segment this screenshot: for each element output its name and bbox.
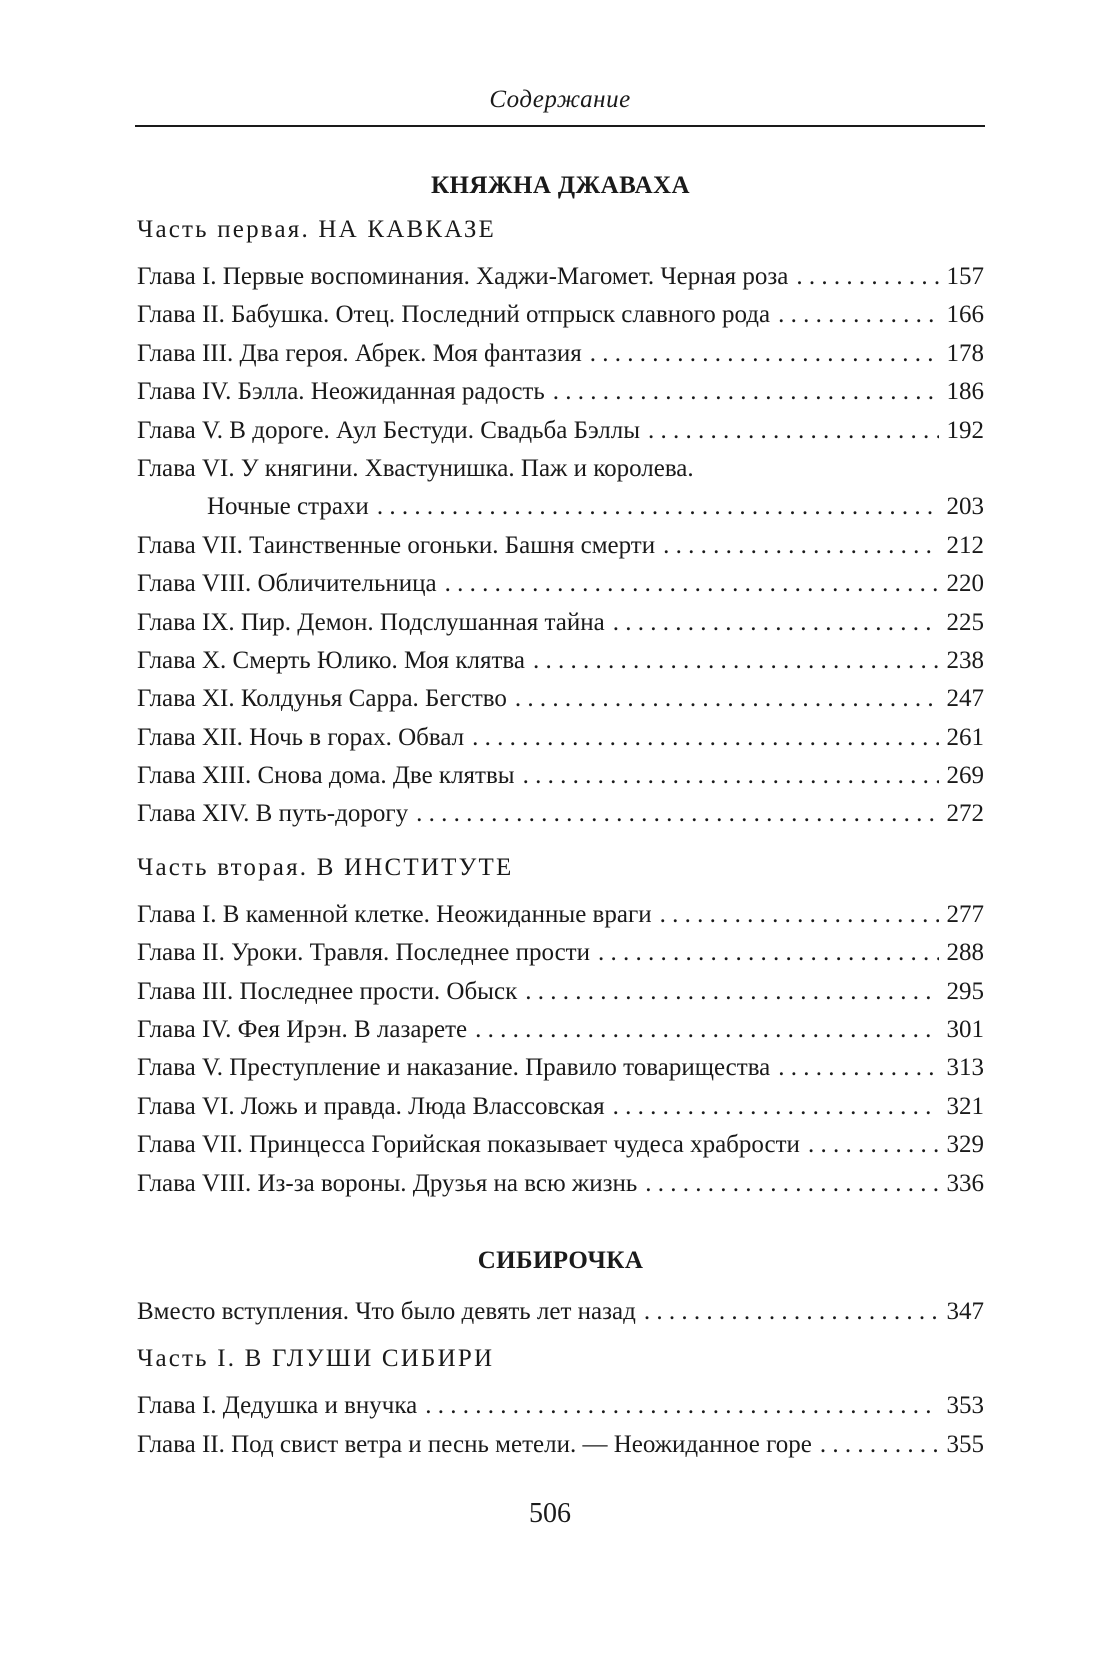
page-number: 329 <box>946 1131 984 1159</box>
page-number: 355 <box>946 1430 984 1458</box>
toc-entry[interactable] <box>137 934 984 972</box>
book-title: СИБИРОЧКА <box>477 1247 644 1274</box>
page-number: 238 <box>946 646 984 674</box>
page-number: 347 <box>946 1298 984 1325</box>
dot-leader <box>820 1426 939 1464</box>
entry-title: Глава VIII. Из-за вороны. Друзья на всю жизнь <box>137 1169 638 1197</box>
entry-title: Глава II. Уроки. Травля. Последнее прости <box>137 939 590 967</box>
entry-title-continuation: Ночные страхи <box>207 493 369 521</box>
entry-title: Глава XI. Колдунья Сарра. Бегство <box>137 685 507 713</box>
page-number: 220 <box>946 570 984 598</box>
toc-entry[interactable] <box>137 680 984 718</box>
page-number: 288 <box>946 939 984 967</box>
part-title: Часть I. В ГЛУШИ СИБИРИ <box>137 1345 495 1373</box>
page-number: 192 <box>946 416 984 444</box>
dot-leader <box>475 1011 938 1049</box>
page-number: 301 <box>946 1016 984 1044</box>
dot-leader <box>590 335 939 373</box>
dot-leader <box>796 258 938 296</box>
page-number: 212 <box>946 531 984 559</box>
dot-leader <box>472 719 938 757</box>
toc-entry[interactable] <box>137 1049 984 1087</box>
dot-leader <box>644 1293 939 1331</box>
page-number: 336 <box>946 1169 984 1197</box>
dot-leader <box>533 642 939 680</box>
toc-entry[interactable] <box>137 1293 984 1331</box>
book-title: КНЯЖНА ДЖАВАХА <box>431 172 690 199</box>
toc-entry[interactable] <box>137 1426 984 1464</box>
page-number: 261 <box>946 723 984 751</box>
dot-leader <box>778 1049 938 1087</box>
entry-title: Глава IX. Пир. Демон. Подслушанная тайна <box>137 608 605 636</box>
page-number: 313 <box>946 1054 984 1082</box>
dot-leader <box>553 373 939 411</box>
entry-title: Глава VIII. Обличительница <box>137 570 437 598</box>
page-number: 353 <box>946 1392 984 1420</box>
entry-title: Глава I. Первые воспоминания. Хаджи-Магомет. Черная роза <box>137 263 789 290</box>
entry-title: Глава I. В каменной клетке. Неожиданные враги <box>137 900 652 928</box>
table-of-contents <box>137 162 984 1464</box>
toc-entry[interactable] <box>137 757 984 795</box>
page-number: 225 <box>946 608 984 636</box>
toc-entry[interactable] <box>137 1165 984 1203</box>
dot-leader <box>425 1387 938 1425</box>
entry-title: Глава X. Смерть Юлико. Моя клятва <box>137 646 525 674</box>
toc-entry[interactable] <box>137 1126 984 1164</box>
entry-title: Глава II. Под свист ветра и песнь метели. — Неожиданное горе <box>137 1430 812 1458</box>
toc-entry[interactable] <box>137 373 984 411</box>
entry-title: Глава XIV. В путь-дорогу <box>137 800 409 828</box>
page-number-footer: 506 <box>529 1498 571 1529</box>
toc-entry[interactable] <box>137 412 984 450</box>
dot-leader <box>377 488 939 526</box>
page-number: 178 <box>946 339 984 367</box>
dot-leader <box>525 973 938 1011</box>
part-title: Часть вторая. В ИНСТИТУТЕ <box>137 853 514 881</box>
entry-title: Глава V. Преступление и наказание. Правило товарищества <box>137 1054 771 1082</box>
toc-entry[interactable] <box>137 565 984 603</box>
entry-title: Глава V. В дороге. Аул Бестуди. Свадьба Бэллы <box>137 416 641 444</box>
entry-title: Глава IV. Фея Ирэн. В лазарете <box>137 1016 468 1044</box>
entry-title: Глава III. Два героя. Абрек. Моя фантазия <box>137 339 582 367</box>
toc-entry[interactable] <box>137 258 984 296</box>
toc-entry[interactable] <box>137 527 984 565</box>
entry-title: Глава XII. Ночь в горах. Обвал <box>137 723 465 751</box>
page-number: 186 <box>946 378 984 406</box>
entry-title: Глава VI. У княгини. Хвастунишка. Паж и королева. <box>137 454 694 482</box>
dot-leader <box>648 412 938 450</box>
dot-leader <box>660 896 939 934</box>
toc-entry[interactable] <box>137 604 984 642</box>
dot-leader <box>645 1165 938 1203</box>
page-number: 157 <box>946 263 984 290</box>
page-number: 321 <box>946 1092 984 1120</box>
entry-title: Глава VII. Таинственные огоньки. Башня смерти <box>137 531 656 559</box>
entry-title: Глава XIII. Снова дома. Две клятвы <box>137 762 515 790</box>
entry-title: Вместо вступления. Что было девять лет назад <box>137 1298 636 1325</box>
toc-entry[interactable] <box>137 719 984 757</box>
dot-leader <box>445 565 939 603</box>
dot-leader <box>613 604 939 642</box>
part-title: Часть первая. НА КАВКАЗЕ <box>137 216 497 243</box>
dot-leader <box>778 296 938 334</box>
dot-leader <box>523 757 939 795</box>
dot-leader <box>598 934 939 972</box>
running-head: Содержание <box>489 86 631 113</box>
page-number: 277 <box>946 900 984 928</box>
toc-entry[interactable] <box>137 896 984 934</box>
toc-entry[interactable] <box>137 1387 984 1425</box>
dot-leader <box>416 795 938 833</box>
entry-title: Глава II. Бабушка. Отец. Последний отпрыск славного рода <box>137 301 771 329</box>
dot-leader <box>613 1088 939 1126</box>
page-number: 203 <box>946 493 984 521</box>
entry-title: Глава I. Дедушка и внучка <box>137 1392 418 1420</box>
toc-entry[interactable] <box>137 296 984 334</box>
toc-entry[interactable] <box>137 450 984 527</box>
toc-entry[interactable] <box>137 1011 984 1049</box>
page-number: 269 <box>946 762 984 790</box>
toc-entry[interactable] <box>137 1088 984 1126</box>
dot-leader <box>808 1126 939 1164</box>
page-number: 247 <box>946 685 984 713</box>
toc-entry[interactable] <box>137 795 984 833</box>
toc-entry[interactable] <box>137 973 984 1011</box>
entry-title: Глава III. Последнее прости. Обыск <box>137 977 518 1005</box>
page-number: 272 <box>946 800 984 828</box>
dot-leader <box>515 680 939 718</box>
header-rule <box>135 125 985 127</box>
dot-leader <box>663 527 938 565</box>
entry-title: Глава VI. Ложь и правда. Люда Влассовская <box>137 1092 605 1120</box>
page-number: 295 <box>946 977 984 1005</box>
entry-title: Глава VII. Принцесса Горийская показывает чудеса храбрости <box>137 1131 800 1159</box>
toc-entry[interactable] <box>137 335 984 373</box>
page-number: 166 <box>946 301 984 329</box>
toc-entry[interactable] <box>137 642 984 680</box>
entry-title: Глава IV. Бэлла. Неожиданная радость <box>137 378 545 406</box>
